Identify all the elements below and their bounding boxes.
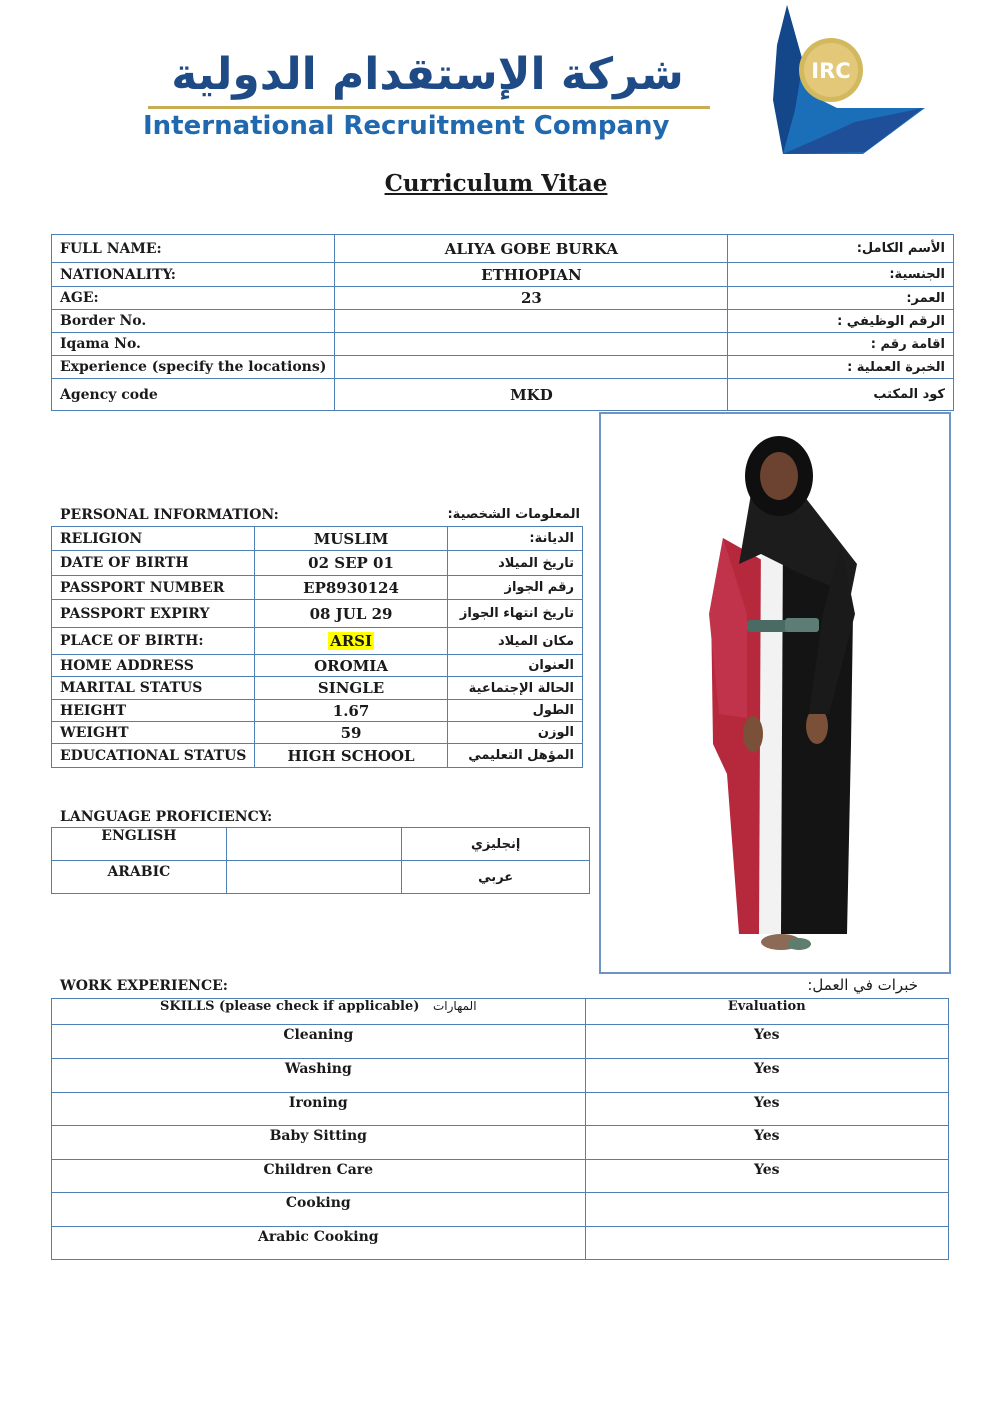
experience-value	[335, 356, 728, 379]
nationality-value: ETHIOPIAN	[335, 263, 728, 287]
table-row	[52, 1227, 949, 1260]
table-row	[52, 1160, 949, 1193]
personal-info-label-ar: المعلومات الشخصية:	[447, 507, 580, 522]
row-label-ar: الأسم الكامل:	[728, 235, 954, 263]
skill-evaluation: Yes	[585, 1025, 948, 1059]
company-english-name: International Recruitment Company	[143, 111, 670, 141]
table-row	[52, 263, 954, 287]
row-label-ar: الجنسية:	[728, 263, 954, 287]
skill-name: Baby Sitting	[52, 1126, 586, 1160]
row-label-ar: تاريخ انتهاء الجواز	[447, 600, 582, 628]
skills-header-ar: المهارات	[432, 999, 477, 1013]
language-name-ar: إنجليزي	[402, 828, 590, 861]
work-experience-label-ar: خبرات في العمل:	[807, 976, 918, 994]
skill-name: Children Care	[52, 1160, 586, 1193]
row-label-ar: الخبرة العملية :	[728, 356, 954, 379]
age-value: 23	[335, 287, 728, 310]
skill-name: Cleaning	[52, 1025, 586, 1059]
row-label: HEIGHT	[52, 700, 255, 722]
row-label: PASSPORT NUMBER	[52, 576, 255, 600]
row-label-ar: رقم الجواز	[447, 576, 582, 600]
row-label-ar: الحالة الإجتماعية	[447, 677, 582, 700]
skill-name: Cooking	[52, 1193, 586, 1227]
table-row	[52, 356, 954, 379]
table-row	[52, 861, 590, 894]
marital-status-value: SINGLE	[255, 677, 447, 700]
row-label: NATIONALITY:	[52, 263, 335, 287]
row-label: EDUCATIONAL STATUS	[52, 744, 255, 768]
row-label: Border No.	[52, 310, 335, 333]
row-label: Agency code	[52, 379, 335, 411]
table-row	[52, 828, 590, 861]
row-label-ar: المؤهل التعليمي	[447, 744, 582, 768]
table-row	[52, 576, 583, 600]
row-label: WEIGHT	[52, 722, 255, 744]
home-address-value: OROMIA	[255, 655, 447, 677]
work-experience-label: WORK EXPERIENCE:	[60, 978, 228, 994]
row-label: AGE:	[52, 287, 335, 310]
table-row	[52, 1025, 949, 1059]
language-level	[226, 828, 402, 861]
place-of-birth-cell	[255, 628, 447, 655]
height-value: 1.67	[255, 700, 447, 722]
table-row	[52, 744, 583, 768]
table-row	[52, 379, 954, 411]
skill-name: Ironing	[52, 1093, 586, 1126]
place-of-birth-value: ARSI	[330, 632, 373, 650]
page-title: Curriculum Vitae	[384, 170, 608, 197]
language-name-ar: عربي	[402, 861, 590, 894]
identity-table	[51, 234, 954, 411]
table-row	[52, 600, 583, 628]
passport-number-value: EP8930124	[255, 576, 447, 600]
skill-evaluation: Yes	[585, 1059, 948, 1093]
border-no-value	[335, 310, 728, 333]
table-row	[52, 235, 954, 263]
skill-evaluation: Yes	[585, 1126, 948, 1160]
row-label-ar: الديانة:	[447, 527, 582, 551]
skill-evaluation: Yes	[585, 1160, 948, 1193]
row-label: FULL NAME:	[52, 235, 335, 263]
table-row	[52, 1193, 949, 1227]
logo-text: IRC	[811, 59, 851, 83]
education-value: HIGH SCHOOL	[255, 744, 447, 768]
language-label: LANGUAGE PROFICIENCY:	[60, 809, 273, 825]
row-label: PASSPORT EXPIRY	[52, 600, 255, 628]
language-table	[51, 827, 590, 894]
table-row	[52, 700, 583, 722]
candidate-photo	[599, 412, 951, 974]
personal-info-table	[51, 526, 583, 768]
row-label-ar: كود المكتب	[728, 379, 954, 411]
table-header-row	[52, 999, 949, 1025]
religion-value: MUSLIM	[255, 527, 447, 551]
table-row	[52, 1059, 949, 1093]
row-label-ar: الوزن	[447, 722, 582, 744]
row-label-ar: العمر:	[728, 287, 954, 310]
table-row	[52, 310, 954, 333]
row-label: MARITAL STATUS	[52, 677, 255, 700]
row-label-ar: اقامة رقم :	[728, 333, 954, 356]
row-label-ar: العنوان	[447, 655, 582, 677]
table-row	[52, 287, 954, 310]
table-row	[52, 527, 583, 551]
table-row	[52, 333, 954, 356]
full-name-value: ALIYA GOBE BURKA	[335, 235, 728, 263]
row-label-ar: الرقم الوظيفي :	[728, 310, 954, 333]
header-gold-rule	[148, 106, 710, 109]
skills-table	[51, 998, 949, 1260]
company-arabic-name: شركة الإستقدام الدولية	[171, 49, 684, 100]
row-label: PLACE OF BIRTH:	[52, 628, 255, 655]
skill-name: Washing	[52, 1059, 586, 1093]
personal-info-label: PERSONAL INFORMATION:	[60, 507, 279, 523]
row-label-ar: تاريخ الميلاد	[447, 551, 582, 576]
table-row	[52, 1093, 949, 1126]
skill-evaluation	[585, 1227, 948, 1260]
table-row	[52, 655, 583, 677]
row-label: Experience (specify the locations)	[52, 356, 335, 379]
skill-evaluation: Yes	[585, 1093, 948, 1126]
passport-expiry-value: 08 JUL 29	[255, 600, 447, 628]
weight-value: 59	[255, 722, 447, 744]
language-name: ARABIC	[52, 861, 227, 894]
row-label-ar: مكان الميلاد	[447, 628, 582, 655]
company-logo	[755, 0, 945, 160]
row-label: Iqama No.	[52, 333, 335, 356]
table-row	[52, 677, 583, 700]
person-figure-icon	[601, 414, 949, 972]
table-row	[52, 722, 583, 744]
dob-value: 02 SEP 01	[255, 551, 447, 576]
language-name: ENGLISH	[52, 828, 227, 861]
skills-header-cell	[52, 999, 586, 1025]
table-row	[52, 551, 583, 576]
skills-header: SKILLS (please check if applicable)	[160, 999, 420, 1014]
iqama-no-value	[335, 333, 728, 356]
table-row	[52, 1126, 949, 1160]
row-label: DATE OF BIRTH	[52, 551, 255, 576]
skill-evaluation	[585, 1193, 948, 1227]
skill-name: Arabic Cooking	[52, 1227, 586, 1260]
row-label-ar: الطول	[447, 700, 582, 722]
language-level	[226, 861, 402, 894]
row-label: RELIGION	[52, 527, 255, 551]
row-label: HOME ADDRESS	[52, 655, 255, 677]
table-row	[52, 628, 583, 655]
evaluation-header: Evaluation	[585, 999, 948, 1025]
agency-code-value: MKD	[335, 379, 728, 411]
